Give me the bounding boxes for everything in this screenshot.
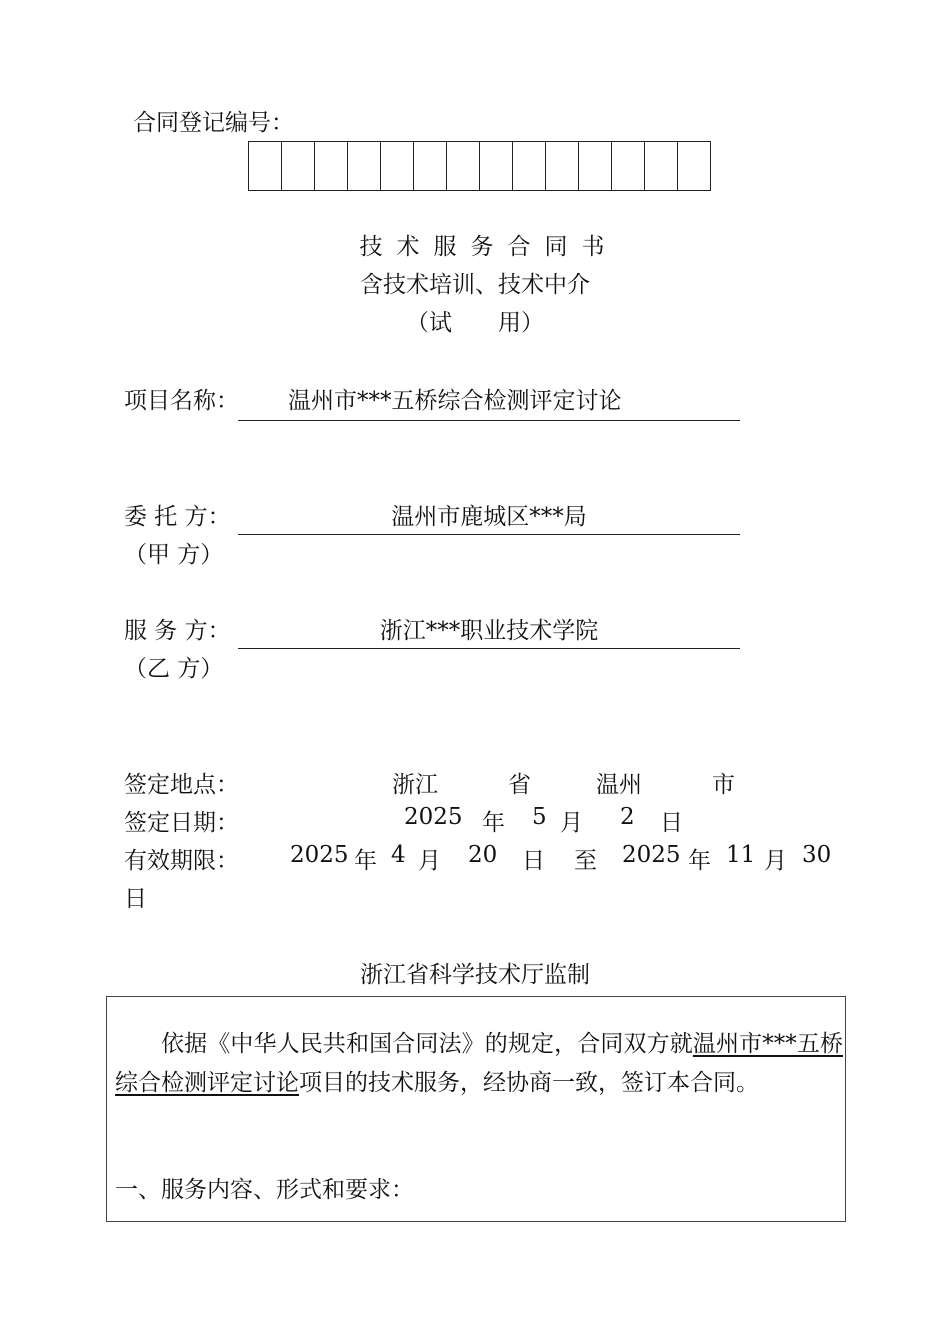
sign-date-year: 2025	[404, 804, 463, 830]
sign-city-unit: 市	[712, 772, 735, 798]
project-name-value: 温州市***五桥综合检测评定讨论	[288, 388, 622, 414]
registration-digit-box[interactable]	[546, 141, 579, 191]
registration-label: 合同登记编号：	[133, 110, 294, 136]
registration-digit-box[interactable]	[282, 141, 315, 191]
registration-digit-box[interactable]	[381, 141, 414, 191]
validity-start-month: 4	[391, 842, 406, 868]
validity-start-day-unit: 日	[522, 848, 545, 874]
supervisor-note: 浙江省科学技术厅监制	[360, 962, 590, 988]
sign-place-label: 签定地点：	[124, 772, 239, 798]
registration-digit-box[interactable]	[678, 141, 711, 191]
registration-digit-box[interactable]	[447, 141, 480, 191]
provider-party-label: （乙 方）	[124, 656, 224, 682]
validity-end-year: 2025	[622, 842, 681, 868]
project-name-underline	[238, 420, 740, 421]
sign-date-day: 2	[620, 804, 635, 830]
registration-digit-box[interactable]	[645, 141, 678, 191]
registration-digit-box[interactable]	[249, 141, 282, 191]
validity-start-year: 2025	[290, 842, 349, 868]
registration-digit-box[interactable]	[513, 141, 546, 191]
provider-value: 浙江***职业技术学院	[379, 618, 599, 644]
validity-start-day: 20	[468, 842, 498, 868]
validity-to: 至	[574, 848, 597, 874]
client-label: 委 托 方：	[124, 504, 231, 530]
provider-label: 服 务 方：	[124, 618, 231, 644]
intro-paragraph	[115, 1025, 843, 1103]
sign-province-unit: 省	[508, 772, 531, 798]
sign-date-label: 签定日期：	[124, 810, 239, 836]
contract-title: 技术服务合同书	[359, 234, 619, 260]
registration-number-boxes	[248, 141, 711, 191]
registration-digit-box[interactable]	[579, 141, 612, 191]
trial-note: （试 用）	[406, 310, 544, 336]
project-name-label: 项目名称：	[124, 388, 239, 414]
validity-end-month-unit: 月	[764, 848, 787, 874]
registration-digit-box[interactable]	[315, 141, 348, 191]
client-party-label: （甲 方）	[124, 542, 224, 568]
registration-digit-box[interactable]	[612, 141, 645, 191]
validity-label: 有效期限：	[124, 848, 239, 874]
sign-date-month: 5	[532, 804, 547, 830]
validity-end-year-unit: 年	[688, 848, 711, 874]
sign-date-year-unit: 年	[482, 810, 505, 836]
sign-date-day-unit: 日	[660, 810, 683, 836]
sign-province: 浙江	[392, 772, 438, 798]
sign-city: 温州	[596, 772, 642, 798]
intro-text-after: 项目的技术服务，经协商一致，签订本合同。	[299, 1070, 759, 1096]
registration-digit-box[interactable]	[480, 141, 513, 191]
contract-subtitle: 含技术培训、技术中介	[360, 272, 590, 298]
client-value: 温州市鹿城区***局	[391, 504, 587, 530]
validity-start-year-unit: 年	[354, 848, 377, 874]
validity-end-day: 30	[802, 842, 832, 868]
sign-date-month-unit: 月	[560, 810, 583, 836]
intro-project-name: 温州市***五桥综合检测评定讨论	[115, 1031, 843, 1096]
validity-end-day-unit: 日	[124, 886, 147, 912]
validity-end-month: 11	[726, 842, 756, 868]
section-1-heading: 一、服务内容、形式和要求：	[115, 1177, 414, 1203]
registration-digit-box[interactable]	[414, 141, 447, 191]
validity-start-month-unit: 月	[418, 848, 441, 874]
client-underline	[238, 534, 740, 535]
provider-underline	[238, 648, 740, 649]
registration-digit-box[interactable]	[348, 141, 381, 191]
intro-text-before: 依据《中华人民共和国合同法》的规定，合同双方就	[161, 1031, 693, 1057]
contract-body-box	[106, 996, 846, 1222]
